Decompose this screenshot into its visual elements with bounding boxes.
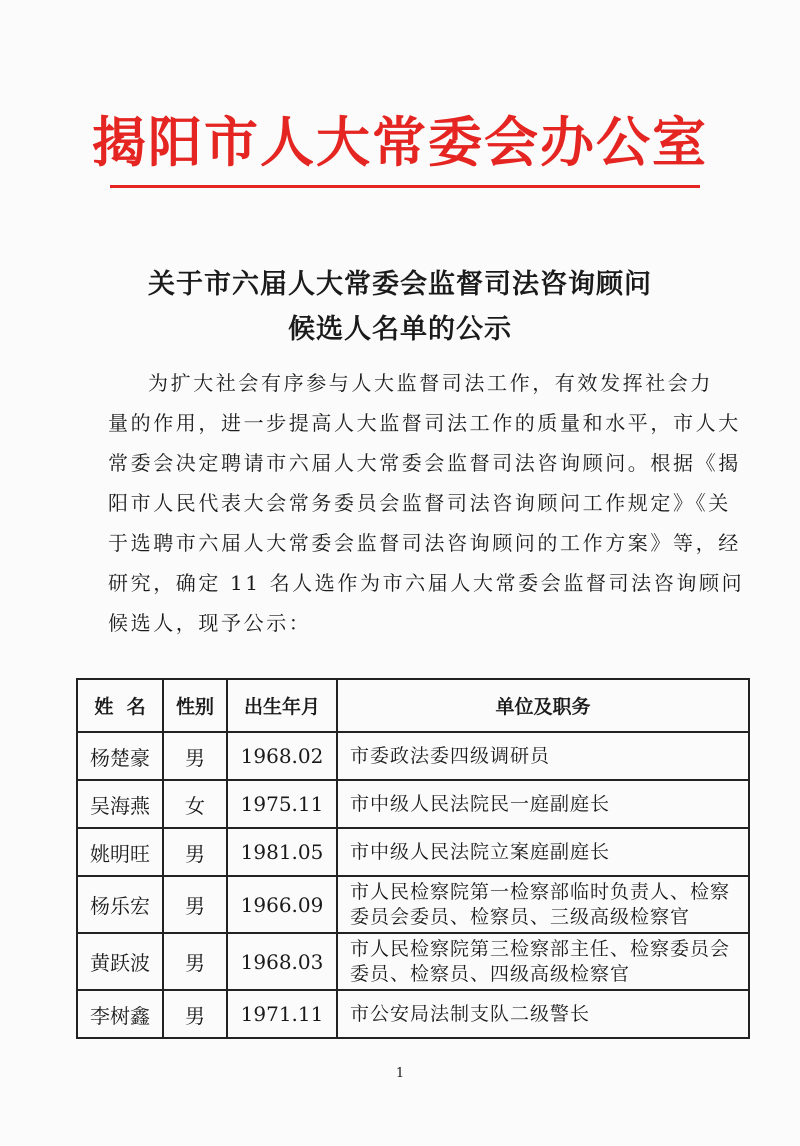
cell-name: 吴海燕 [77, 780, 163, 828]
notice-title-line-1: 关于市六届人大常委会监督司法咨询顾问 [148, 269, 652, 300]
cell-unit: 市人民检察院第三检察部主任、检察委员会委员、检察员、四级高级检察官 [337, 933, 749, 990]
header-birth: 出生年月 [227, 679, 337, 732]
notice-body [108, 363, 745, 643]
header-gender: 性别 [163, 679, 227, 732]
table-row [77, 990, 749, 1038]
letterhead-title: 揭阳市人大常委会办公室 [92, 111, 708, 174]
cell-gender: 男 [163, 732, 227, 780]
table-header-row [77, 679, 749, 732]
body-line: 候选人，现予公示： [108, 611, 312, 635]
cell-name: 姚明旺 [77, 828, 163, 876]
header-unit: 单位及职务 [337, 679, 749, 732]
cell-name: 杨乐宏 [77, 876, 163, 933]
letterhead-red-rule [110, 185, 700, 188]
body-line: 研究，确定 11 名人选作为市六届人大常委会监督司法咨询顾问 [108, 571, 745, 595]
cell-birth: 1968.03 [227, 933, 337, 990]
table-row [77, 732, 749, 780]
cell-birth: 1975.11 [227, 780, 337, 828]
cell-unit: 市委政法委四级调研员 [337, 732, 749, 780]
cell-birth: 1968.02 [227, 732, 337, 780]
cell-birth: 1971.11 [227, 990, 337, 1038]
cell-birth: 1981.05 [227, 828, 337, 876]
cell-name: 李树鑫 [77, 990, 163, 1038]
body-line: 常委会决定聘请市六届人大常委会监督司法咨询顾问。根据《揭 [108, 451, 741, 475]
cell-name: 杨楚豪 [77, 732, 163, 780]
table-row [77, 780, 749, 828]
cell-name: 黄跃波 [77, 933, 163, 990]
cell-gender: 女 [163, 780, 227, 828]
body-line: 量的作用，进一步提高人大监督司法工作的质量和水平，市人大 [108, 411, 741, 435]
table-row [77, 828, 749, 876]
cell-unit: 市中级人民法院民一庭副庭长 [337, 780, 749, 828]
cell-birth: 1966.09 [227, 876, 337, 933]
cell-gender: 男 [163, 828, 227, 876]
page-number: 1 [395, 1066, 405, 1081]
body-line: 为扩大社会有序参与人大监督司法工作，有效发挥社会力 [148, 371, 713, 395]
cell-unit: 市公安局法制支队二级警长 [337, 990, 749, 1038]
table-row [77, 933, 749, 990]
body-line: 阳市人民代表大会常务委员会监督司法咨询顾问工作规定》《关 [108, 491, 731, 515]
table-row [77, 876, 749, 933]
notice-title-line-2: 候选人名单的公示 [288, 314, 512, 345]
cell-gender: 男 [163, 933, 227, 990]
cell-gender: 男 [163, 876, 227, 933]
cell-unit: 市中级人民法院立案庭副庭长 [337, 828, 749, 876]
cell-unit: 市人民检察院第一检察部临时负责人、检察委员会委员、检察员、三级高级检察官 [337, 876, 749, 933]
body-line: 于选聘市六届人大常委会监督司法咨询顾问的工作方案》等，经 [108, 531, 741, 555]
cell-gender: 男 [163, 990, 227, 1038]
candidate-table [76, 678, 750, 1039]
header-name: 姓 名 [77, 679, 163, 732]
